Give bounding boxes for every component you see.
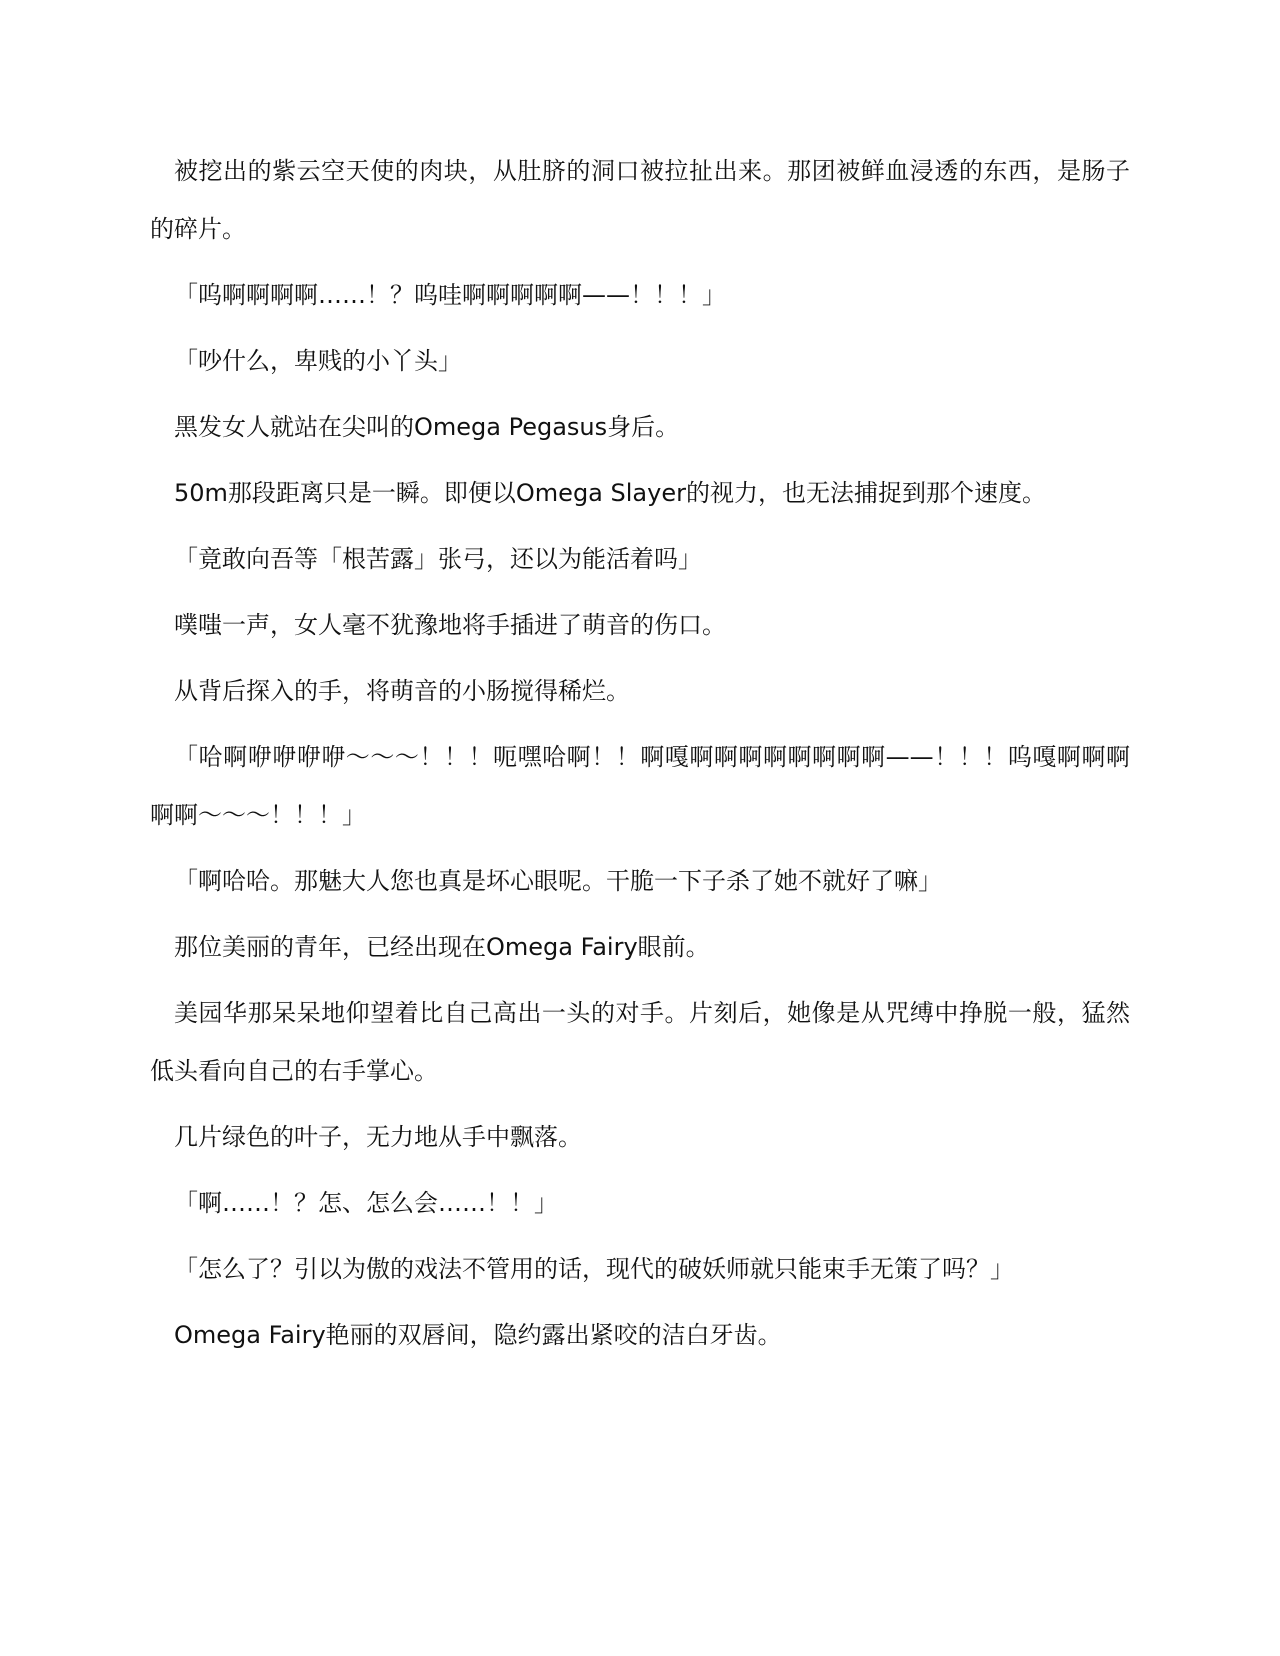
paragraph: 50m那段距离只是一瞬。即便以Omega Slayer的视力，也无法捕捉到那个速度。 bbox=[174, 479, 1046, 507]
paragraph: 被挖出的紫云空天使的肉块，从肚脐的洞口被拉扯出来。那团被鲜血浸透的东西，是肠子的碎片。 bbox=[150, 157, 1130, 243]
paragraph: 「啊……！？怎、怎么会……！！」 bbox=[174, 1189, 558, 1217]
paragraph: 几片绿色的叶子，无力地从手中飘落。 bbox=[174, 1123, 582, 1151]
paragraph: 噗嗤一声，女人毫不犹豫地将手插进了萌音的伤口。 bbox=[174, 611, 726, 639]
paragraph: 「吵什么，卑贱的小丫头」 bbox=[174, 347, 462, 375]
paragraph: 黑发女人就站在尖叫的Omega Pegasus身后。 bbox=[174, 413, 680, 441]
paragraph: 「呜啊啊啊啊……！？呜哇啊啊啊啊啊——！！！」 bbox=[174, 281, 726, 309]
paragraph: 「怎么了？引以为傲的戏法不管用的话，现代的破妖师就只能束手无策了吗？」 bbox=[174, 1255, 1014, 1283]
paragraph: Omega Fairy艳丽的双唇间，隐约露出紧咬的洁白牙齿。 bbox=[174, 1321, 782, 1349]
document-body bbox=[150, 142, 1130, 1372]
paragraph: 从背后探入的手，将萌音的小肠搅得稀烂。 bbox=[174, 677, 630, 705]
paragraph: 「哈啊咿咿咿咿～～～！！！呃嘿哈啊！！啊嘎啊啊啊啊啊啊啊啊——！！！呜嘎啊啊啊啊啊～～～！！！」 bbox=[150, 743, 1130, 829]
paragraph: 美园华那呆呆地仰望着比自己高出一头的对手。片刻后，她像是从咒缚中挣脱一般，猛然低头看向自己的右手掌心。 bbox=[150, 999, 1130, 1085]
paragraph: 那位美丽的青年，已经出现在Omega Fairy眼前。 bbox=[174, 933, 710, 961]
paragraph: 「竟敢向吾等「根苦露」张弓，还以为能活着吗」 bbox=[174, 545, 702, 573]
paragraph: 「啊哈哈。那魅大人您也真是坏心眼呢。干脆一下子杀了她不就好了嘛」 bbox=[174, 867, 942, 895]
